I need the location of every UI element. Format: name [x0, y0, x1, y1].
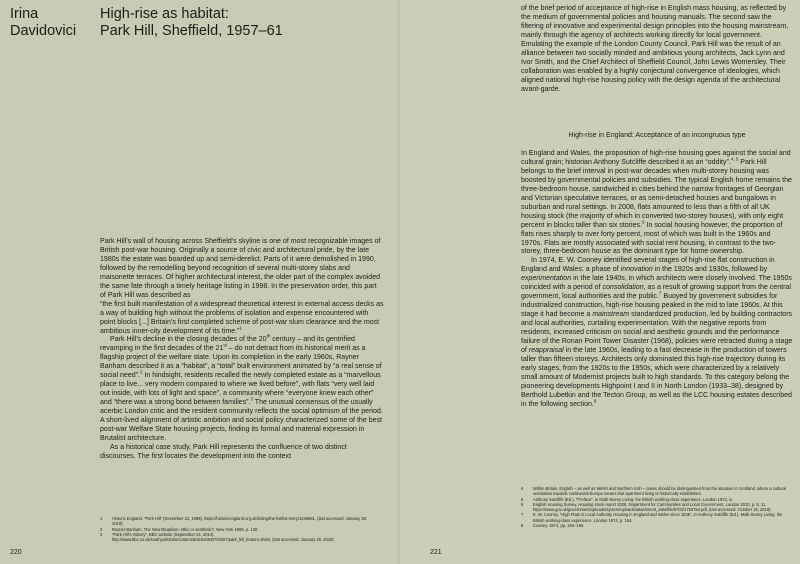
right-body-text-section [521, 150, 793, 410]
paragraph [100, 336, 384, 443]
footnote-text: “Park Hill’s History”, BBC website (September 24, 2014), http://www.bbc.co.uk/southyorkshire/content/articles/2007/03/07/park_hill_feature.shtml, (last accessed: January 28, 2019). [112, 531, 335, 543]
text-run: Park Hill’s decline in the closing decades of the 20 [110, 336, 267, 344]
footnote-number: 6 [521, 501, 524, 507]
text-run: In England and Wales, the proposition of high-rise housing goes against the social and cultural grain; historian Anthony Sutcliffe described it as an “oddity”. [521, 150, 791, 166]
footnote-text: English Housing Survey, Housing stock report 2008, Department for Communities and Local Government, London 2010, p. 8, 11, https://www.gov.uk/government/uploads/system/uploads/attachment_data/file/6703/1750754.pdf, (last accessed: October 15, 2018). [533, 501, 772, 513]
page-number-left: 220 [10, 549, 22, 556]
note-ref[interactable]: 4, 5 [730, 156, 739, 162]
emphasis: reappraisal [528, 346, 564, 354]
emphasis: consolidation [602, 284, 644, 292]
footnote-text: Historic England, “Park Hill” (December 22, 1998), https://historicengland.org.uk/listing/the-list/list-entry/1246881, (last accessed: January 28, 2019). [112, 516, 368, 527]
text-run: century – and its gentrified revamping in the first decades of the 21 [100, 336, 355, 353]
footnote-text: Cooney, 1974, pp. 154–155. [533, 523, 585, 529]
right-footnotes [521, 486, 793, 528]
footnote-text: Within Britain, English – as well as Welsh and Northern Irish – cases should be distinguished from the situation in Scotland, where a cultural orientation towards continental Europe means that apartment living is historically established. [533, 486, 786, 497]
quote-text: “the first built manifestation of a widespread theoretical interest in external access decks as a way of building high without the problems of isolation and expense encountered with point blocks [...] Britain’s first completed scheme of post-war slum clearance and the most ambitious inner-city development of its time.” [100, 300, 384, 335]
emphasis: innovation [620, 266, 653, 274]
right-body-text-top [521, 5, 793, 95]
footnote-text: Reyner Banham, The New Brutalism: ethic or aesthetic?, New York 1966, p. 130. [112, 526, 259, 532]
footnote-number: 2 [100, 526, 103, 532]
footnote-number: 3 [100, 531, 103, 537]
footnote [100, 532, 370, 543]
text-run: In 1974, E. W. Cooney identified several stages of high-rise flat construction in England and Wales: a phase of [521, 257, 775, 274]
author-name [10, 6, 77, 40]
note-ref[interactable]: 7 [658, 290, 662, 296]
emphasis: mainstream [592, 311, 630, 319]
text-run: Buoyed by government subsidies for industrialized construction, high-rise housing peaked in the mid to late 1960s. At this stage it had become a [521, 293, 783, 319]
footnote-number: 7 [521, 512, 524, 518]
footnote [521, 502, 793, 513]
footnote [521, 512, 793, 523]
text-run: in the late 1940s, in which architects were closely involved. The 1950s coincided with a period of [521, 275, 792, 292]
text-run: , as a result of growing support from the central government, local authorities and the public. [521, 284, 791, 301]
text-run: In hindsight, residents recalled the newly completed estate as a “marvellous place to live... very modern compared to where we lived before”, with flats “very well laid out inside, with lots of light and space”, a community where “everyone knew each other” and “there was a strong bond between families”. [100, 372, 381, 407]
text-run: in the late 1960s, leading to a fast decrease in the production of towers taller than fifteen storeys. Architects only dominated this high-rise trajectory during its early stages, from the 1920s to the 1950s, which were characterized by a relatively small amount of Modernist projects built to high standards. To this category belong the pioneering developments Highpoint I and II in North London (1933–38), designed by Berthold Lubetkin and the Tecton Group, as well as the LCC housing estates described in the following section. [521, 346, 792, 408]
note-ref[interactable]: 3 [250, 396, 253, 402]
note-ref[interactable]: 8 [593, 398, 597, 404]
footnote-number: 4 [521, 486, 524, 491]
section-heading: High-rise in England: Acceptance of an incongruous type [568, 132, 746, 139]
ordinal-suffix: st [223, 343, 227, 349]
page-number-right: 221 [430, 549, 442, 556]
footnote-text: Anthony Sutcliffe (Ed.), “Preface”, in Multi-Storey Living: the British working-class experience, London 1974, ix. [533, 496, 734, 502]
note-ref[interactable]: 1 [239, 325, 242, 331]
paragraph: of the brief period of acceptance of high-rise in English mass housing, as reflected by the medium of governmental policies and housing manuals. The second saw the filtering of innovative and experimental design principles into the housing mainstream, mainly through the agency of architects working directly for local government. Emulating the example of the London County Council, Park Hill was the result of an alliance between two socially minded and ambitious young architects, Jack Lynn and Ivor Smith, and the Chief Architect of Sheffield Council, John Lewis Womersley. Their collaboration was enabled by a highly conjectural convergence of ideologies, which aligned national high-rise housing policy with the design agenda of the architectural avant-garde. [521, 5, 789, 93]
footnote-number: 5 [521, 496, 524, 502]
text-run: standardized production, led by building contractors and local authorities, curtailing experimentation. With the negative reports from residents, increased criticism on social and aesthetic grounds and the performance failure of the Ronan Point Tower Disaster (1968), policies were retracted during a stage of [521, 311, 793, 354]
footnote-text: E. W. Cooney, “High Flats in Local Authority Housing in England and Wales since 1945”, in Anthony Sutcliffe (Ed.), Multi-Storey Living: the British working-class experience, London 1974, p. 154. [533, 512, 783, 523]
text-run: in the 1920s and 1930s, followed by [652, 266, 768, 274]
chapter-title-line2: Park Hill, Sheffield, 1957–61 [100, 23, 283, 39]
left-body-text [100, 238, 384, 462]
chapter-title-line1: High-rise as habitat: [100, 6, 229, 22]
text-run: Park Hill belongs to the brief interval in post-war decades when multi-storey housing was boosted by governmental policies and subsidies. The typical English home remains the three-bedroom house, sandwiched in cities behind the narrow frontages of Georgian and Victorian speculative terraces, or as semi-detached houses and bungalows in suburban and rural settings. In 2008, flats amounted to less than a fifth of all UK housing stock (the majority of which in converted two-storey houses), with only eight percent in blocks taller than six stories. [521, 158, 792, 229]
left-footnotes [100, 516, 370, 542]
paragraph: Park Hill’s wall of housing across Sheffield’s skyline is one of most recognizable images of British post-war housing. Originally a source of civic and architectural pride, by the late 1980s the estate was boarded up and semi-derelict. Parts of it were demolished in 1990, followed by the remodelling beyond recognition of several multi-storey slabs and maisonette terraces. Of higher architectural interest, the older part of the complex avoided the same fate through a timely heritage listing in 1998. In the preservation order, this part of Park Hill was described as [100, 238, 381, 299]
paragraph: As a historical case study, Park Hill represents the confluence of two distinct discourses. The first locates the development into the context [100, 443, 347, 460]
paragraph [521, 257, 793, 409]
text-run: In social housing however, the proportion of flats rises sharply to over forty percent, most of which was built in the 1960s and 1970s. Flats are mostly associated with social rent housing, in contrast to the two-storey, three-bedroom house as the dominant type for home ownership. [521, 221, 783, 256]
footnote [100, 516, 370, 527]
text-run: The unusual consensus of the usually acerbic London critic and the resident community reflects the social optimism of the period. A short-lived alignment of artistic ambition and social policy characterized some of the best post-war Welfare State housing projects, finding its formal and material expression in Brutalist architecture. [100, 399, 383, 442]
footnote-number: 1 [100, 516, 103, 521]
chapter-title [100, 6, 283, 40]
note-ref[interactable]: 6 [642, 219, 645, 225]
footnote [521, 486, 793, 497]
paragraph [521, 150, 793, 257]
ordinal-suffix: th [266, 334, 271, 340]
author-text: Irina Davidovici [10, 6, 77, 39]
note-ref[interactable]: 2 [139, 369, 143, 375]
emphasis: experimentation [521, 275, 572, 283]
footnote-number: 8 [521, 523, 524, 529]
footnote [521, 523, 793, 528]
text-run: – do not detract from its historical merit as a flagship project of the welfare state. Upon its completion in the early 1960s, Rayner Banham described it as a “habitat”, a “total” built environment animated by “a real sense of social need”. [100, 345, 382, 380]
